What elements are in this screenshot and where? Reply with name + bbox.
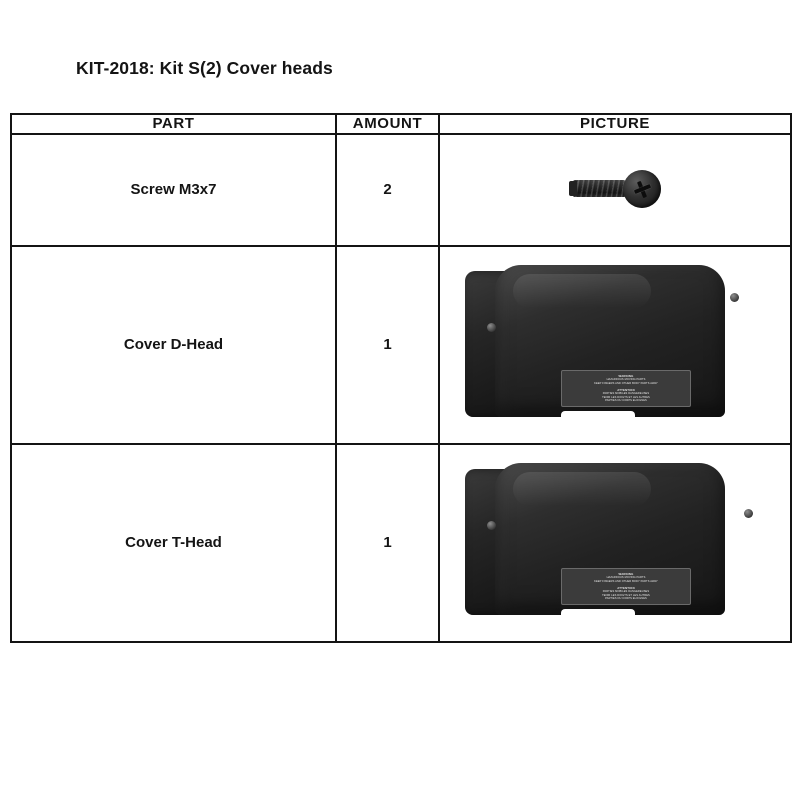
cover-t-head-illustration <box>465 459 765 627</box>
warning-label-line-7: PARTIES DU CORPS ELOIGNES <box>605 597 647 601</box>
warning-label-line-7: PARTIES DU CORPS ELOIGNES <box>605 399 647 403</box>
warning-label-heading-en: WARNING <box>618 374 634 379</box>
cover-d-head-illustration <box>465 261 765 429</box>
warning-label-line-6: TENIR LES DOIGTS ET LES AUTRES <box>602 593 650 597</box>
warning-label <box>561 370 691 407</box>
part-amount-label: 2 <box>383 181 392 198</box>
screw-illustration <box>569 168 661 212</box>
screw-cross-slot <box>637 180 647 197</box>
warning-label <box>561 568 691 605</box>
cover-bottom-cutout <box>561 609 635 627</box>
cover-screw-hole-right-icon <box>730 293 739 302</box>
cover-bottom-cutout-left <box>521 420 563 429</box>
screw-m3x7-image <box>440 135 790 245</box>
table-row <box>11 246 791 444</box>
cover-bottom-cutout-left <box>521 618 563 627</box>
cover-screw-hole-left-icon <box>487 521 496 530</box>
part-name-cell <box>11 444 336 642</box>
part-amount-cell <box>336 444 439 642</box>
warning-label-heading-en: WARNING <box>618 572 634 577</box>
table-row <box>11 134 791 246</box>
part-name-cell <box>11 134 336 246</box>
column-header-part-label: PART <box>152 115 195 132</box>
table-header-row <box>11 114 791 134</box>
part-name-label: Screw M3x7 <box>130 181 217 198</box>
page-title: KIT-2018: Kit S(2) Cover heads <box>76 58 333 78</box>
warning-label-line-5: PARTIES MOBILES DANGEREUSES <box>602 391 650 395</box>
part-amount-label: 1 <box>383 336 392 353</box>
screw-tip <box>569 181 577 196</box>
part-name-label: Cover D-Head <box>123 336 224 353</box>
part-picture-cell <box>439 246 791 444</box>
screw-head <box>623 170 661 208</box>
warning-label-line-2: HAZARDOUS MOVING PARTS <box>606 576 646 580</box>
part-amount-label: 1 <box>383 534 392 551</box>
cover-d-head-image <box>440 247 790 443</box>
column-header-picture <box>439 114 791 134</box>
part-picture-cell <box>439 444 791 642</box>
warning-label-heading-fr: ATTENTION <box>617 585 635 590</box>
column-header-amount <box>336 114 439 134</box>
part-amount-cell <box>336 246 439 444</box>
screw-thread-shaft <box>573 180 625 197</box>
column-header-picture-label: PICTURE <box>579 115 651 132</box>
warning-label-line-5: PARTIES MOBILES DANGEREUSES <box>602 589 650 593</box>
warning-label-line-6: TENIR LES DOIGTS ET LES AUTRES <box>602 395 650 399</box>
cover-screw-hole-right-icon <box>744 509 753 518</box>
warning-label-line-3: KEEP FINGERS AND OTHER BODY PARTS AWAY <box>594 579 658 583</box>
part-name-cell <box>11 246 336 444</box>
part-amount-cell <box>336 134 439 246</box>
table-row <box>11 444 791 642</box>
cover-bottom-cutout <box>561 411 635 429</box>
warning-label-line-2: HAZARDOUS MOVING PARTS <box>606 378 646 382</box>
cover-screw-hole-left-icon <box>487 323 496 332</box>
part-picture-cell <box>439 134 791 246</box>
column-header-part <box>11 114 336 134</box>
warning-label-heading-fr: ATTENTION <box>617 387 635 392</box>
part-name-label: Cover T-Head <box>125 534 222 551</box>
column-header-amount-label: AMOUNT <box>352 115 423 132</box>
warning-label-line-3: KEEP FINGERS AND OTHER BODY PARTS AWAY <box>594 381 658 385</box>
cover-t-head-image <box>440 445 790 641</box>
parts-table <box>10 113 792 643</box>
